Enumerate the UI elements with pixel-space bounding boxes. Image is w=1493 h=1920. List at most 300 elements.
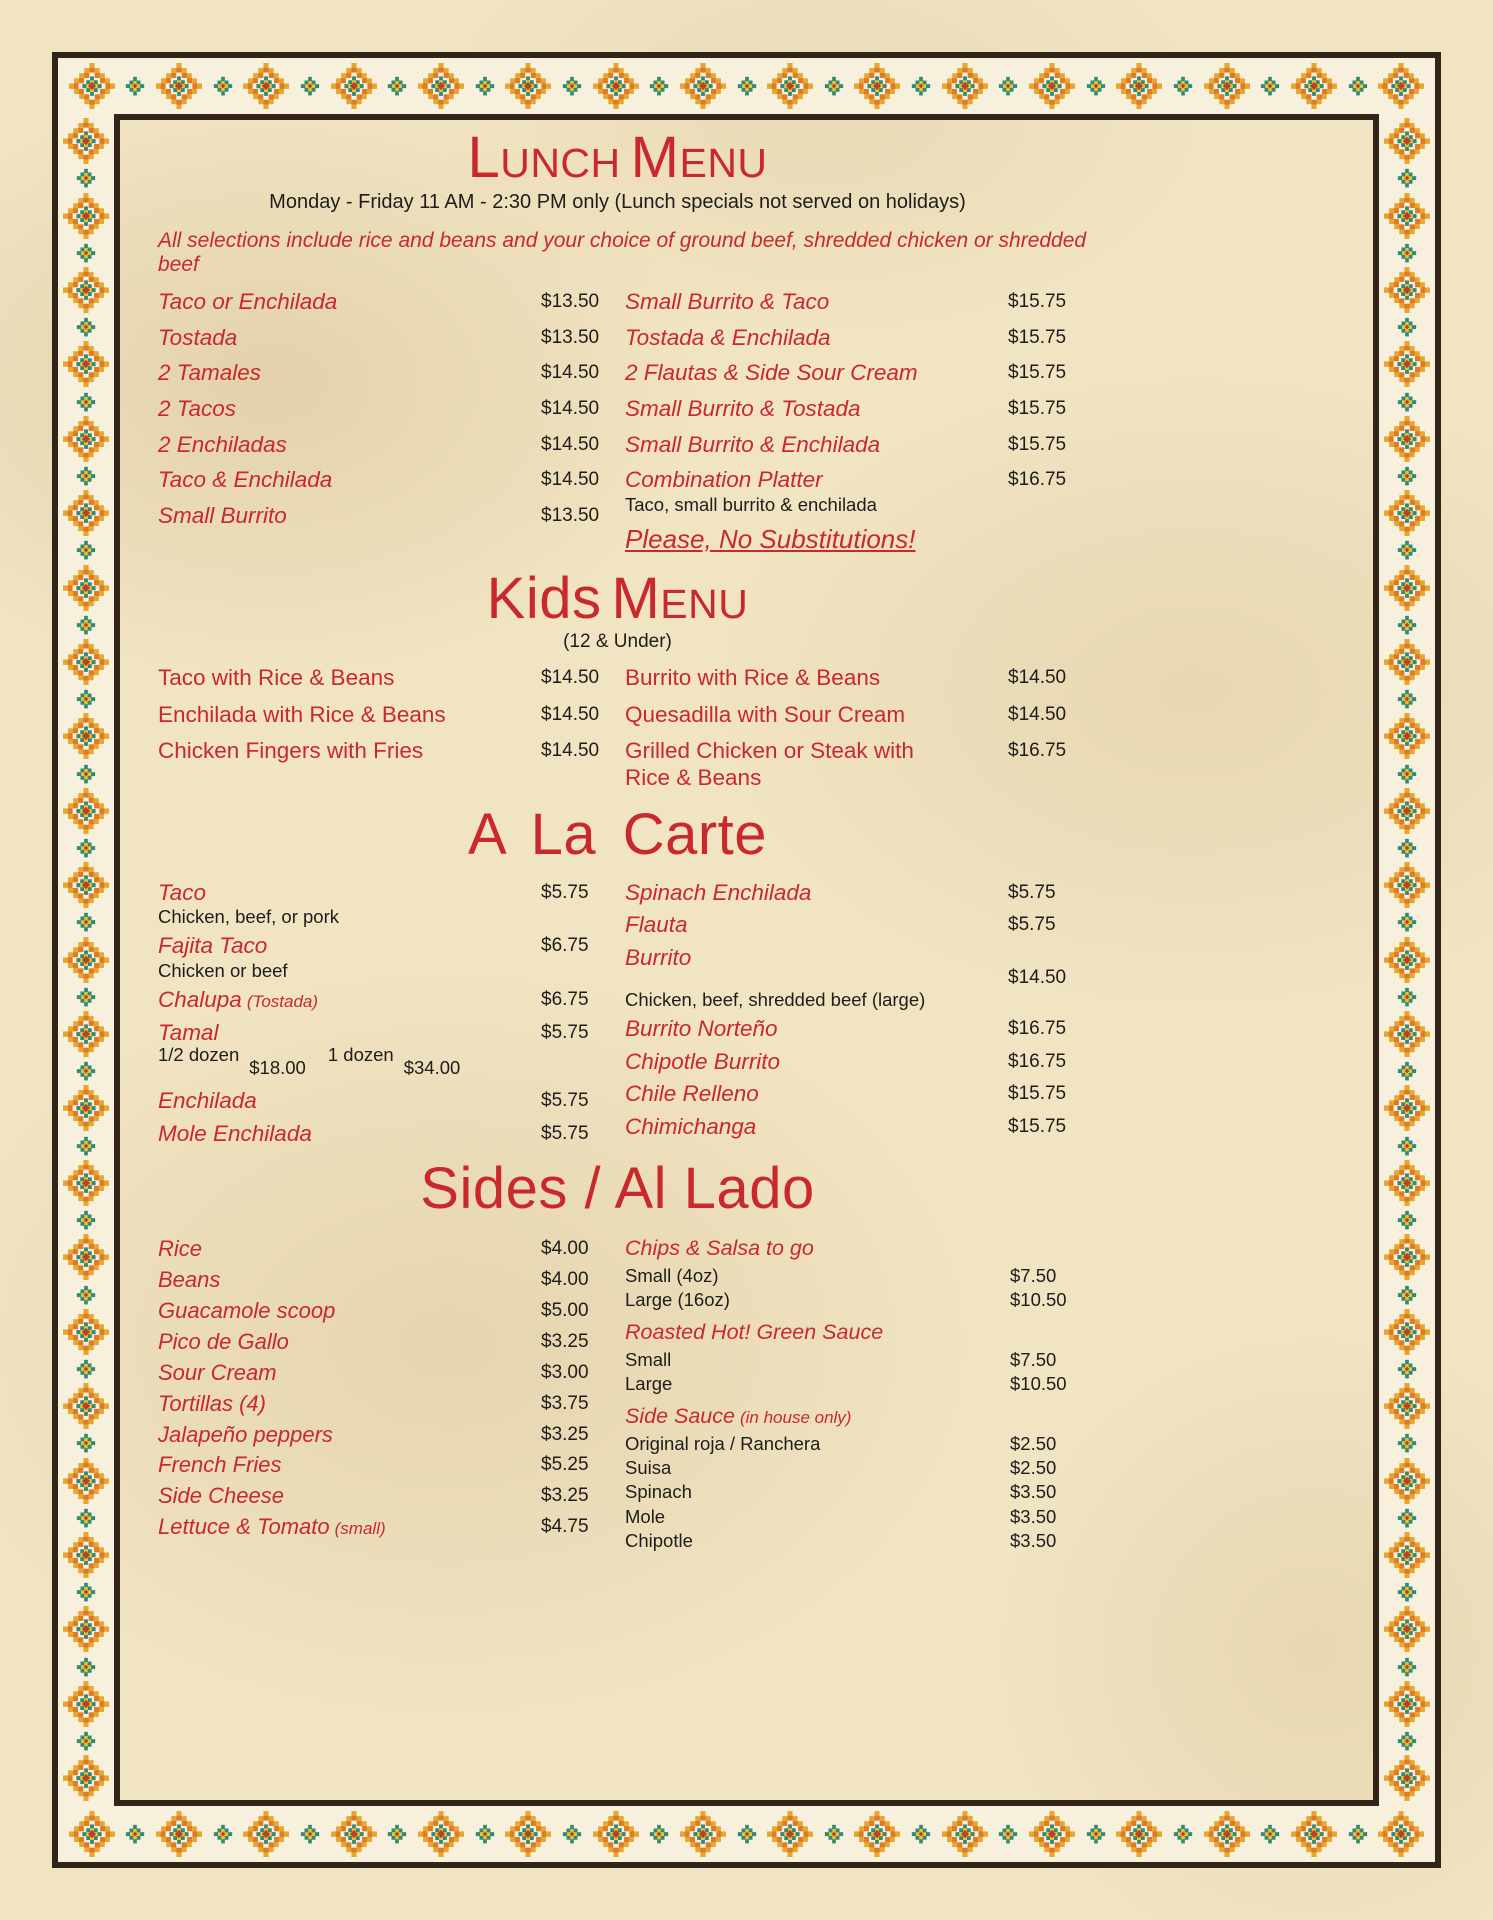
group-row — [625, 1349, 1125, 1371]
aztec-diamond-motif — [418, 1811, 464, 1857]
section-kids-menu — [120, 565, 1115, 802]
group-row — [625, 1481, 1125, 1503]
item-name: Side Cheese — [158, 1483, 284, 1509]
item-row — [158, 432, 613, 459]
aztec-separator-motif — [1397, 392, 1417, 412]
group-row-label: Large (16oz) — [625, 1288, 730, 1310]
aztec-diamond-motif — [243, 63, 289, 109]
aztec-diamond-motif — [1116, 1811, 1162, 1857]
item-row — [158, 360, 613, 387]
group-header-text: Side Sauce — [625, 1404, 735, 1429]
aztec-diamond-motif — [1384, 1755, 1430, 1801]
menu-item — [158, 1452, 613, 1478]
aztec-diamond-motif — [1384, 788, 1430, 834]
sides-group-green-sauce — [625, 1320, 1125, 1395]
lunch-left-column — [158, 289, 613, 538]
decorative-border-bottom — [58, 1806, 1435, 1862]
item-price: $15.75 — [1008, 291, 1067, 313]
item-row — [625, 1114, 1125, 1141]
item-row — [158, 1360, 613, 1386]
group-row-price: $7.50 — [1010, 1348, 1057, 1370]
item-row — [158, 1422, 613, 1448]
aztec-diamond-motif — [767, 1811, 813, 1857]
aztec-separator-motif — [1348, 1824, 1368, 1844]
item-name: Taco & Enchilada — [158, 467, 333, 493]
aztec-separator-motif — [998, 76, 1018, 96]
lunch-hours: Monday - Friday 11 AM - 2:30 PM only (Lunch specials not served on holidays) — [269, 191, 966, 214]
aztec-diamond-motif — [1204, 1811, 1250, 1857]
aztec-separator-motif — [1397, 764, 1417, 784]
group-row-price: $2.50 — [1010, 1432, 1057, 1454]
item-name-note: (small) — [334, 1519, 386, 1539]
item-name: Sour Cream — [158, 1359, 277, 1385]
alacarte-columns — [120, 880, 1115, 1154]
group-row-label: Chipotle — [625, 1529, 693, 1551]
aztec-diamond-motif — [1291, 63, 1337, 109]
item-row — [625, 360, 1125, 387]
kids-left-column — [158, 665, 613, 775]
bulk-dozen-price: $34.00 — [403, 1057, 461, 1079]
aztec-separator-motif — [1348, 76, 1368, 96]
lunch-inclusions-note: All selections include rice and beans and your choice of ground beef, shredded chicken or shredded beef — [158, 229, 1087, 277]
menu-item — [158, 1236, 613, 1262]
item-row — [158, 987, 613, 1014]
aztec-separator-motif — [1397, 1285, 1417, 1305]
aztec-diamond-motif — [854, 1811, 900, 1857]
item-row — [625, 289, 1125, 316]
item-price: $14.50 — [541, 703, 600, 725]
item-row — [625, 467, 1125, 494]
item-price: $15.75 — [1008, 1115, 1067, 1137]
aztec-separator-motif — [76, 764, 96, 784]
menu-item — [158, 933, 613, 981]
title-word-kids: Kids — [486, 565, 602, 631]
item-price: $14.50 — [1008, 703, 1067, 725]
group-header — [625, 1404, 1125, 1430]
item-name — [625, 738, 1008, 791]
aztec-separator-motif — [1397, 1061, 1417, 1081]
item-price: $6.75 — [541, 989, 589, 1011]
item-price: $5.25 — [541, 1454, 589, 1476]
item-name: Tostada & Enchilada — [625, 324, 831, 350]
bulk-half-dozen-label: 1/2 dozen — [158, 1044, 240, 1066]
aztec-separator-motif — [1397, 1433, 1417, 1453]
menu-item — [625, 325, 1125, 352]
aztec-separator-motif — [649, 76, 669, 96]
item-price: $15.75 — [1008, 397, 1067, 419]
group-row-label: Original roja / Ranchera — [625, 1432, 821, 1454]
aztec-diamond-motif — [1384, 1532, 1430, 1578]
menu-item — [158, 880, 613, 928]
aztec-separator-motif — [1397, 168, 1417, 188]
item-row — [158, 1298, 613, 1324]
lunch-menu-title — [120, 125, 1115, 190]
group-header-note: (in house only) — [739, 1408, 852, 1428]
aztec-diamond-motif — [1384, 937, 1430, 983]
item-name-text: Chalupa — [158, 987, 242, 1013]
menu-item — [158, 396, 613, 423]
item-name: Spinach Enchilada — [625, 879, 812, 905]
aztec-separator-motif — [824, 76, 844, 96]
aztec-diamond-motif — [63, 788, 109, 834]
aztec-diamond-motif — [63, 1532, 109, 1578]
item-description: Chicken, beef, or pork — [158, 906, 339, 928]
aztec-separator-motif — [76, 1285, 96, 1305]
aztec-diamond-motif — [63, 1458, 109, 1504]
menu-item — [158, 1391, 613, 1417]
aztec-diamond-motif — [63, 565, 109, 611]
aztec-separator-motif — [76, 689, 96, 709]
aztec-separator-motif — [1397, 838, 1417, 858]
aztec-separator-motif — [1260, 1824, 1280, 1844]
menu-item — [158, 738, 613, 765]
item-row — [158, 738, 613, 765]
item-row — [625, 912, 1125, 939]
aztec-diamond-motif — [63, 1383, 109, 1429]
aztec-diamond-motif — [63, 713, 109, 759]
item-name: 2 Tacos — [158, 395, 236, 421]
title-word-menu: Menu — [630, 125, 768, 190]
item-row — [158, 933, 613, 960]
aztec-diamond-motif — [63, 1606, 109, 1652]
item-price: $3.25 — [541, 1330, 589, 1352]
aztec-diamond-motif — [1384, 118, 1430, 164]
item-name: Enchilada with Rice & Beans — [158, 701, 446, 727]
aztec-diamond-motif — [1378, 1811, 1424, 1857]
section-a-la-carte — [120, 802, 1115, 1153]
item-row — [158, 1329, 613, 1355]
sides-group-side-sauce — [625, 1404, 1125, 1552]
item-price: $15.75 — [1008, 362, 1067, 384]
menu-item — [158, 1121, 613, 1148]
menu-item — [158, 432, 613, 459]
item-price: $14.50 — [541, 667, 600, 689]
aztec-diamond-motif — [680, 1811, 726, 1857]
aztec-separator-motif — [737, 76, 757, 96]
item-name: Small Burrito & Tostada — [625, 395, 861, 421]
menu-item — [625, 665, 1125, 692]
item-row — [158, 1236, 613, 1262]
menu-item — [158, 503, 613, 530]
aztec-separator-motif — [737, 1824, 757, 1844]
bulk-half-dozen-price: $18.00 — [249, 1057, 306, 1079]
lunch-right-column — [625, 289, 1125, 555]
aztec-diamond-motif — [63, 1309, 109, 1355]
aztec-diamond-motif — [1384, 713, 1430, 759]
aztec-separator-motif — [475, 1824, 495, 1844]
kids-right-column — [625, 665, 1125, 801]
group-row-label: Large — [625, 1372, 673, 1394]
aztec-separator-motif — [1397, 1136, 1417, 1156]
aztec-separator-motif — [1397, 615, 1417, 635]
group-header: Roasted Hot! Green Sauce — [625, 1319, 884, 1344]
menu-item — [158, 360, 613, 387]
aztec-diamond-motif — [63, 639, 109, 685]
item-row — [625, 325, 1125, 352]
aztec-separator-motif — [1397, 1359, 1417, 1379]
aztec-diamond-motif — [593, 1811, 639, 1857]
aztec-separator-motif — [76, 243, 96, 263]
aztec-diamond-motif — [1384, 416, 1430, 462]
item-row — [158, 503, 613, 530]
aztec-diamond-motif — [1384, 267, 1430, 313]
item-description: Chicken, beef, shredded beef (large) — [625, 988, 926, 1010]
no-substitutions-note: Please, No Substitutions! — [625, 523, 916, 554]
item-row — [625, 945, 1125, 989]
aztec-separator-motif — [1397, 689, 1417, 709]
item-price: $3.25 — [541, 1485, 589, 1507]
item-row — [625, 1049, 1125, 1076]
aztec-separator-motif — [300, 1824, 320, 1844]
menu-item — [158, 987, 613, 1014]
item-row — [158, 1121, 613, 1148]
aztec-separator-motif — [76, 466, 96, 486]
item-name: Combination Platter — [625, 467, 823, 493]
aztec-separator-motif — [213, 76, 233, 96]
aztec-diamond-motif — [1384, 341, 1430, 387]
item-price: $5.75 — [541, 1021, 589, 1043]
item-price: $15.75 — [1008, 1083, 1067, 1105]
item-price: $3.75 — [541, 1392, 589, 1414]
aztec-diamond-motif — [63, 193, 109, 239]
item-description: Chicken or beef — [158, 960, 288, 982]
item-name: Chimichanga — [625, 1113, 757, 1139]
item-name: Mole Enchilada — [158, 1120, 312, 1146]
item-price: $13.50 — [541, 291, 600, 313]
aztec-separator-motif — [824, 1824, 844, 1844]
aztec-diamond-motif — [63, 267, 109, 313]
aztec-diamond-motif — [593, 63, 639, 109]
aztec-diamond-motif — [243, 1811, 289, 1857]
aztec-separator-motif — [911, 1824, 931, 1844]
aztec-separator-motif — [1397, 1731, 1417, 1751]
item-price: $14.50 — [1008, 966, 1067, 988]
aztec-separator-motif — [1260, 76, 1280, 96]
kids-menu-title — [120, 565, 1115, 631]
item-name: Jalapeño peppers — [158, 1421, 333, 1447]
item-name: Quesadilla with Sour Cream — [625, 701, 906, 727]
aztec-diamond-motif — [680, 63, 726, 109]
item-price: $4.75 — [541, 1516, 589, 1538]
item-name-note: (Tostada) — [246, 992, 319, 1012]
aztec-separator-motif — [1397, 466, 1417, 486]
menu-item — [158, 1422, 613, 1448]
sides-group-chips-salsa — [625, 1236, 1125, 1311]
aztec-separator-motif — [76, 1508, 96, 1528]
aztec-diamond-motif — [63, 1085, 109, 1131]
aztec-diamond-motif — [63, 1011, 109, 1057]
aztec-diamond-motif — [1384, 1383, 1430, 1429]
item-price: $16.75 — [1008, 1050, 1067, 1072]
item-price: $14.50 — [1008, 667, 1067, 689]
item-row — [158, 665, 613, 692]
item-price: $3.25 — [541, 1423, 589, 1445]
aztec-diamond-motif — [1378, 63, 1424, 109]
item-price: $5.75 — [1008, 914, 1056, 936]
decorative-border-left — [58, 114, 114, 1806]
aztec-separator-motif — [76, 1582, 96, 1602]
item-price: $5.75 — [541, 1122, 589, 1144]
group-row — [625, 1530, 1125, 1552]
item-row — [625, 396, 1125, 423]
menu-item — [625, 360, 1125, 387]
item-price: $14.50 — [541, 433, 600, 455]
aztec-separator-motif — [1397, 540, 1417, 560]
menu-item — [625, 396, 1125, 423]
sides-right-column — [625, 1236, 1125, 1561]
aztec-diamond-motif — [1116, 63, 1162, 109]
aztec-diamond-motif — [156, 63, 202, 109]
decorative-border-top — [58, 58, 1435, 114]
menu-item — [158, 1360, 613, 1386]
item-row — [158, 1514, 613, 1540]
title-word-menu: Menu — [611, 565, 749, 631]
aztec-separator-motif — [1397, 1657, 1417, 1677]
item-row — [625, 702, 1125, 729]
aztec-diamond-motif — [942, 1811, 988, 1857]
menu-item — [625, 738, 1125, 791]
aztec-diamond-motif — [505, 1811, 551, 1857]
aztec-diamond-motif — [1384, 1458, 1430, 1504]
aztec-separator-motif — [76, 317, 96, 337]
menu-item — [158, 325, 613, 352]
group-row-price: $3.50 — [1010, 1529, 1057, 1551]
aztec-diamond-motif — [1384, 1011, 1430, 1057]
aztec-diamond-motif — [1029, 63, 1075, 109]
item-row — [158, 1483, 613, 1509]
item-name: Pico de Gallo — [158, 1328, 289, 1354]
aztec-diamond-motif — [767, 63, 813, 109]
aztec-diamond-motif — [1384, 565, 1430, 611]
item-name: Chipotle Burrito — [625, 1048, 781, 1074]
item-price: $4.00 — [541, 1237, 589, 1259]
menu-item — [158, 1020, 613, 1083]
menu-content — [120, 120, 1115, 1561]
aztec-separator-motif — [300, 76, 320, 96]
aztec-separator-motif — [76, 1061, 96, 1081]
aztec-separator-motif — [76, 615, 96, 635]
aztec-separator-motif — [649, 1824, 669, 1844]
item-name: Tamal — [158, 1019, 219, 1045]
aztec-separator-motif — [76, 1657, 96, 1677]
aztec-separator-motif — [1397, 1582, 1417, 1602]
item-price: $15.75 — [1008, 326, 1067, 348]
aztec-separator-motif — [475, 76, 495, 96]
section-lunch-menu — [120, 125, 1115, 555]
group-row-price: $2.50 — [1010, 1457, 1057, 1479]
aztec-diamond-motif — [331, 63, 377, 109]
item-row — [158, 702, 613, 729]
item-row — [158, 1020, 613, 1047]
item-name-text: Grilled Chicken or Steak with Rice & Beans — [625, 738, 914, 790]
aztec-diamond-motif — [63, 937, 109, 983]
item-name: Enchilada — [158, 1088, 257, 1114]
menu-item — [158, 1298, 613, 1324]
item-price: $16.75 — [1008, 469, 1067, 491]
aztec-separator-motif — [76, 1731, 96, 1751]
item-name: Flauta — [625, 912, 688, 938]
aztec-diamond-motif — [1291, 1811, 1337, 1857]
item-name: 2 Flautas & Side Sour Cream — [625, 360, 918, 386]
aztec-separator-motif — [1086, 1824, 1106, 1844]
aztec-diamond-motif — [1029, 1811, 1075, 1857]
aztec-separator-motif — [562, 1824, 582, 1844]
decorative-border-right — [1379, 114, 1435, 1806]
aztec-diamond-motif — [1384, 1681, 1430, 1727]
aztec-separator-motif — [1397, 987, 1417, 1007]
menu-item — [625, 467, 1125, 515]
aztec-separator-motif — [387, 76, 407, 96]
item-row — [158, 1267, 613, 1293]
item-price: $14.50 — [541, 740, 600, 762]
item-name: Rice — [158, 1235, 203, 1261]
group-row-price: $10.50 — [1010, 1372, 1067, 1394]
group-row-label: Suisa — [625, 1457, 672, 1479]
aztec-diamond-motif — [63, 341, 109, 387]
item-row — [625, 738, 1125, 791]
alacarte-left-column — [158, 880, 613, 1154]
menu-item — [625, 880, 1125, 907]
item-name: Small Burrito — [158, 502, 287, 528]
aztec-separator-motif — [76, 1359, 96, 1379]
item-price: $6.75 — [541, 935, 589, 957]
group-row-price: $3.50 — [1010, 1481, 1057, 1503]
group-row — [625, 1433, 1125, 1455]
group-row — [625, 1289, 1125, 1311]
aztec-diamond-motif — [69, 1811, 115, 1857]
item-price: $13.50 — [541, 326, 600, 348]
item-name: Fajita Taco — [158, 933, 268, 959]
aztec-diamond-motif — [1384, 1309, 1430, 1355]
aztec-separator-motif — [1086, 76, 1106, 96]
item-price: $16.75 — [1008, 740, 1067, 762]
item-row — [625, 1081, 1125, 1108]
item-row — [625, 1016, 1125, 1043]
aztec-separator-motif — [1173, 76, 1193, 96]
item-name: 2 Tamales — [158, 360, 261, 386]
menu-item — [158, 289, 613, 316]
group-header: Chips & Salsa to go — [625, 1235, 814, 1260]
menu-item — [625, 945, 1125, 1010]
aztec-diamond-motif — [156, 1811, 202, 1857]
item-name — [158, 1514, 541, 1540]
sides-columns — [120, 1236, 1115, 1561]
aztec-separator-motif — [76, 1210, 96, 1230]
aztec-separator-motif — [76, 392, 96, 412]
item-name — [158, 987, 541, 1014]
aztec-separator-motif — [562, 76, 582, 96]
group-row-price: $3.50 — [1010, 1505, 1057, 1527]
item-name: 2 Enchiladas — [158, 431, 287, 457]
item-name: Tortillas (4) — [158, 1390, 266, 1416]
menu-item — [625, 1016, 1125, 1043]
aztec-separator-motif — [76, 987, 96, 1007]
aztec-separator-motif — [76, 1433, 96, 1453]
menu-item — [158, 1267, 613, 1293]
aztec-diamond-motif — [63, 118, 109, 164]
group-row — [625, 1506, 1125, 1528]
group-row-price: $7.50 — [1010, 1264, 1057, 1286]
aztec-separator-motif — [76, 168, 96, 188]
menu-item — [625, 289, 1125, 316]
item-name: Beans — [158, 1266, 221, 1292]
item-row — [158, 1088, 613, 1115]
lunch-columns — [120, 289, 1115, 555]
item-price: $5.75 — [1008, 881, 1056, 903]
aztec-diamond-motif — [1204, 63, 1250, 109]
item-row — [158, 325, 613, 352]
item-row — [158, 396, 613, 423]
